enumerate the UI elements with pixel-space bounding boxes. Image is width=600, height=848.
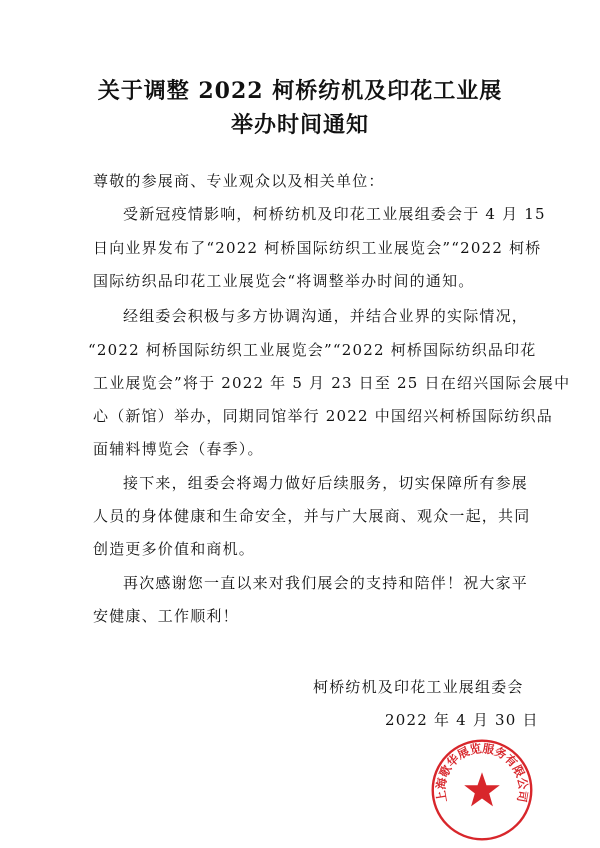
text-line: 接下来，组委会将竭力做好后续服务，切实保障所有参展 bbox=[123, 474, 529, 492]
text-line: 经组委会积极与多方协调沟通，并结合业界的实际情况， bbox=[123, 307, 529, 325]
text-line: “2022 柯桥国际纺织工业展览会”“2022 柯桥国际纺织品印花 bbox=[88, 341, 537, 359]
company-seal-stamp bbox=[430, 738, 534, 842]
text-line: 人员的身体健康和生命安全，并与广大展商、观众一起，共同 bbox=[93, 507, 531, 525]
date: 2022 年 4 月 30 日 bbox=[385, 711, 539, 729]
text-line: 再次感谢您一直以来对我们展会的支持和陪伴！祝大家平 bbox=[123, 574, 529, 592]
salutation: 尊敬的参展商、专业观众以及相关单位： bbox=[93, 172, 385, 190]
signature: 柯桥纺机及印花工业展组委会 bbox=[313, 678, 524, 696]
text-line: 创造更多价值和商机。 bbox=[93, 540, 256, 558]
text-line: 面辅料博览会（春季）。 bbox=[93, 440, 264, 458]
title-line-1: 关于调整 2022 柯桥纺机及印花工业展 bbox=[97, 78, 503, 104]
text-line: 工业展览会”将于 2022 年 5 月 23 日至 25 日在绍兴国际会展中 bbox=[93, 374, 571, 392]
text-line: 日向业界发布了“2022 柯桥国际纺织工业展览会”“2022 柯桥 bbox=[93, 239, 542, 257]
text-line: 国际纺织品印花工业展览会“将调整举办时间的通知。 bbox=[93, 272, 475, 290]
text-line: 安健康、工作顺利！ bbox=[93, 607, 239, 625]
text-line: 受新冠疫情影响，柯桥纺机及印花工业展组委会于 4 月 15 bbox=[123, 205, 546, 223]
title-line-2: 举办时间通知 bbox=[230, 112, 369, 138]
star-icon bbox=[464, 772, 500, 806]
text-line: 心（新馆）举办，同期同馆举行 2022 中国绍兴柯桥国际纺织品 bbox=[93, 407, 553, 425]
seal-text: 上海歌华展览服务有限公司 bbox=[433, 741, 531, 804]
